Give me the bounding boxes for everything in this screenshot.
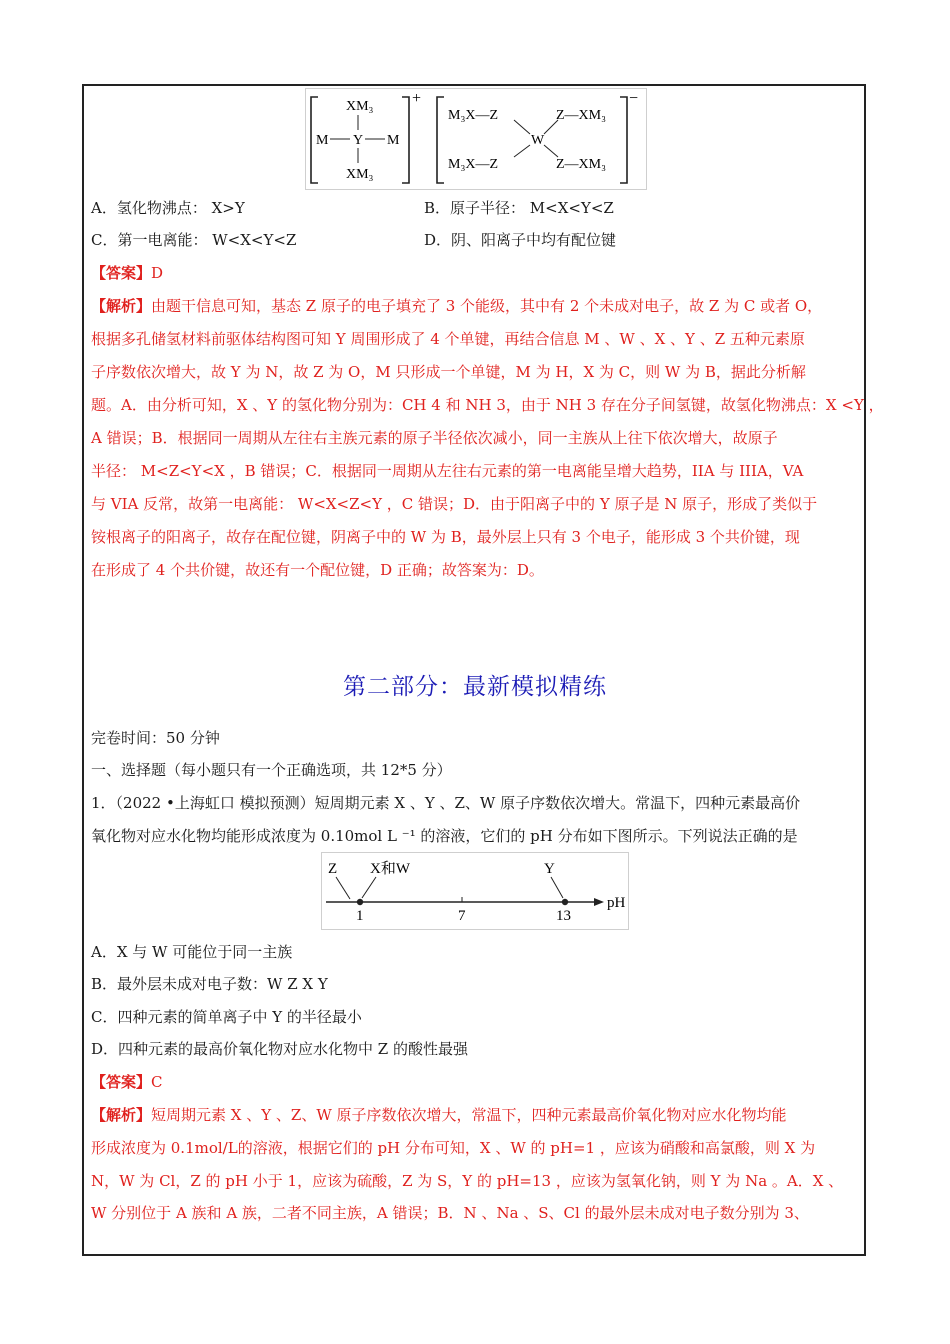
ph-axis-arrow <box>594 898 604 906</box>
cation-right-m: M <box>387 133 400 148</box>
cation-right-bracket <box>402 97 409 183</box>
anion-m3x-z-bottom: M₃X—Z <box>448 157 498 172</box>
answer-value: D <box>151 264 164 282</box>
q1-analysis-line-3: N，W 为 Cl，Z 的 pH 小于 1，应该为硫酸，Z 为 S，Y 的 pH=13 ，应该为氢氧化钠，则 Y 为 Na 。A．X 、 <box>91 1172 844 1190</box>
anion-bond-bl <box>514 145 530 157</box>
q1-analysis-line-2: 形成浓度为 0.1mol/L的溶液，根据它们的 pH 分布可知，X 、W 的 pH=1 ，应该为硝酸和高氯酸，则 X 为 <box>91 1139 816 1157</box>
ph-axis-label: pH <box>607 895 626 911</box>
label-x-and-w: X和W <box>370 861 410 877</box>
pointer-y <box>551 877 563 898</box>
q1-answer-line <box>91 1072 163 1092</box>
section-title: 第二部分：最新模拟精练 <box>343 674 607 700</box>
q1-stem-line-2: 氧化物对应水化物均能形成浓度为 0.10mol L ⁻¹ 的溶液，它们的 pH 分布如下图所示。下列说法正确的是 <box>91 827 798 845</box>
anion-charge: − <box>629 90 639 107</box>
tick-label-13: 13 <box>556 908 571 924</box>
anion-z-xm3-bottom: Z—XM₃ <box>556 157 606 172</box>
q1-analysis-line-1 <box>91 1105 787 1125</box>
label-y: Y <box>544 861 555 877</box>
cation-bottom-xm3: XM₃ <box>346 167 374 182</box>
time-note: 完卷时间：50 分钟 <box>91 729 220 747</box>
analysis-text: 由题干信息可知，基态 Z 原子的电子填充了 3 个能级，其中有 2 个未成对电子，故 Z 为 C 或者 O， <box>151 297 823 315</box>
analysis-line-5: A 错误；B．根据同一周期从左往右主族元素的原子半径依次减小，同一主族从上往下依次增大，故原子 <box>91 429 778 447</box>
analysis-line-6: 半径： M<Z<Y<X ，B 错误；C．根据同一周期从左往右元素的第一电离能呈增大趋势，IIA 与 IIIA，VA <box>91 462 804 480</box>
structure-diagram <box>306 89 646 189</box>
q1-answer-tag: 【答案】 <box>91 1073 152 1091</box>
anion-m3x-z-top: M₃X—Z <box>448 108 498 123</box>
analysis-line-4: 题。A．由分析可知，X 、Y 的氢化物分别为：CH 4 和 NH 3，由于 NH 3 存在分子间氢键，故氢化物沸点：X <Y ， <box>91 396 884 414</box>
part-heading: 一、选择题（每小题只有一个正确选项，共 12*5 分） <box>91 761 452 779</box>
q1-stem-line-1: 1．（2022 •上海虹口 模拟预测）短周期元素 X 、Y 、Z、W 原子序数依次增大。常温下，四种元素最高价 <box>91 794 801 812</box>
analysis-tag: 【解析】 <box>91 297 152 315</box>
analysis-line-1 <box>91 296 822 316</box>
analysis-line-2: 根据多孔储氢材料前驱体结构图可知 Y 周围形成了 4 个单键，再结合信息 M 、W 、X 、Y 、Z 五种元素原 <box>91 330 805 348</box>
cation-top-xm3: XM₃ <box>346 99 374 114</box>
structure-figure <box>305 88 647 190</box>
cation-center-y: Y <box>353 133 364 148</box>
option-b: B．原子半径： M<X<Y<Z <box>424 199 614 217</box>
tick-label-7: 7 <box>458 908 466 924</box>
option-c: C．第一电离能： W<X<Y<Z <box>91 231 297 249</box>
label-z: Z <box>328 861 338 877</box>
answer-tag: 【答案】 <box>91 264 152 282</box>
q1-answer-value: C <box>151 1073 163 1091</box>
q1-option-d: D．四种元素的最高价氧化物对应水化物中 Z 的酸性最强 <box>91 1040 468 1058</box>
ph-point-1 <box>357 899 363 905</box>
answer-line <box>91 263 163 283</box>
ph-figure <box>321 852 629 930</box>
analysis-line-7: 与 VIA 反常，故第一电离能： W<X<Z<Y ，C 错误；D．由于阳离子中的 Y 原子是 N 原子，形成了类似于 <box>91 495 818 513</box>
anion-bond-tl <box>514 120 530 134</box>
anion-right-bracket <box>620 97 627 183</box>
q1-option-b: B．最外层未成对电子数：W Z X Y <box>91 975 328 993</box>
analysis-line-3: 子序数依次增大，故 Y 为 N，故 Z 为 O，M 只形成一个单键，M 为 H，X 为 C，则 W 为 B，据此分析解 <box>91 363 806 381</box>
q1-analysis-text: 短周期元素 X 、Y 、Z、W 原子序数依次增大，常温下，四种元素最高价氧化物对应水化物均能 <box>151 1106 787 1124</box>
anion-z-xm3-top: Z—XM₃ <box>556 108 606 123</box>
pointer-xw <box>362 877 376 898</box>
q1-option-c: C．四种元素的简单离子中 Y 的半径最小 <box>91 1008 362 1026</box>
ph-point-13 <box>562 899 568 905</box>
analysis-line-8: 铵根离子的阳离子，故存在配位键，阴离子中的 W 为 B，最外层上只有 3 个电子，能形成 3 个共价键，现 <box>91 528 800 546</box>
pointer-z <box>336 877 350 899</box>
q1-analysis-line-4: W 分别位于 A 族和 A 族，二者不同主族，A 错误；B．N 、Na 、S、Cl 的最外层未成对电子数分别为 3、 <box>91 1204 809 1222</box>
tick-label-1: 1 <box>356 908 364 924</box>
analysis-line-9: 在形成了 4 个共价键，故还有一个配位键，D 正确；故答案为：D。 <box>91 561 544 579</box>
q1-analysis-tag: 【解析】 <box>91 1106 152 1124</box>
anion-bond-br <box>544 145 558 157</box>
option-a: A．氢化物沸点： X>Y <box>91 199 245 217</box>
option-d: D．阴、阳离子中均有配位键 <box>424 231 617 249</box>
ph-axis-diagram <box>322 853 628 929</box>
cation-charge: + <box>412 90 422 107</box>
anion-left-bracket <box>437 97 444 183</box>
anion-center-w: W <box>531 133 545 148</box>
cation-left-m: M <box>316 133 329 148</box>
q1-option-a: A．X 与 W 可能位于同一主族 <box>91 943 293 961</box>
